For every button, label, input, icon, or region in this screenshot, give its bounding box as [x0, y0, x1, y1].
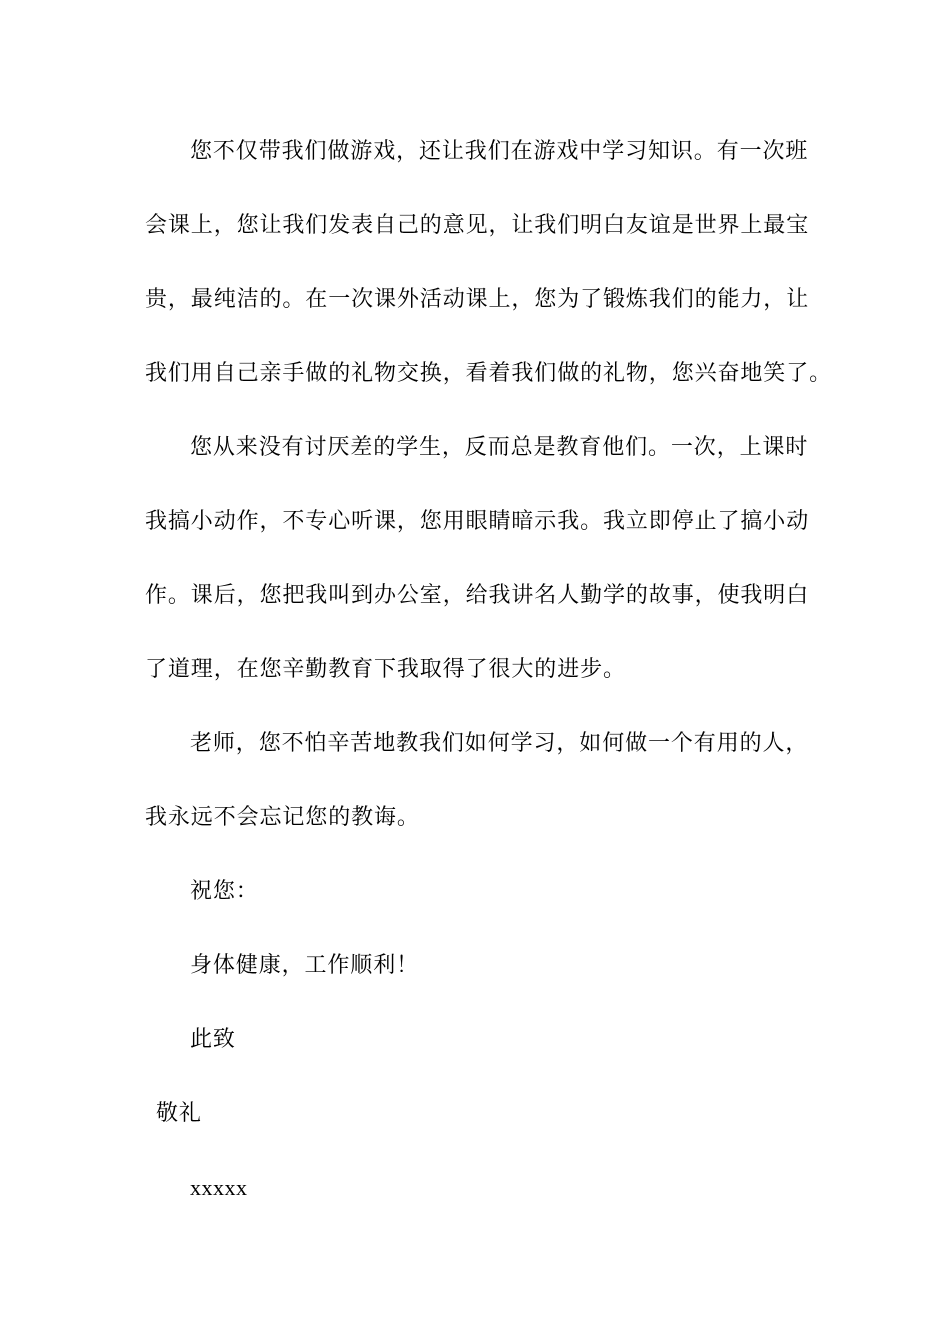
- salute-text: 敬礼: [156, 1101, 202, 1126]
- paragraph-3-line-1: 老师，您不怕辛苦地教我们如何学习，如何做一个有用的人，: [190, 731, 809, 756]
- paragraph-1-line-2: 会课上，您让我们发表自己的意见，让我们明白友谊是世界上最宝: [145, 213, 810, 238]
- wish-text: 身体健康，工作顺利！: [190, 953, 420, 978]
- paragraph-1-line-4: 我们用自己亲手做的礼物交换，看着我们做的礼物，您兴奋地笑了。: [145, 361, 833, 386]
- signature-text: xxxxx: [190, 1175, 248, 1200]
- paragraph-1-line-1: 您不仅带我们做游戏，还让我们在游戏中学习知识。有一次班: [190, 139, 809, 164]
- paragraph-2-line-4: 了道理，在您辛勤教育下我取得了很大的进步。: [145, 657, 626, 682]
- paragraph-2-line-2: 我搞小动作，不专心听课，您用眼睛暗示我。我立即停止了搞小动: [145, 509, 810, 534]
- paragraph-1-line-3: 贵，最纯洁的。在一次课外活动课上，您为了锻炼我们的能力，让: [145, 287, 810, 312]
- closing-text: 此致: [190, 1027, 236, 1052]
- paragraph-2-line-1: 您从来没有讨厌差的学生，反而总是教育他们。一次，上课时: [190, 435, 809, 460]
- wish-intro: 祝您：: [190, 879, 259, 904]
- paragraph-3-line-2: 我永远不会忘记您的教诲。: [145, 805, 420, 830]
- paragraph-2-line-3: 作。课后，您把我叫到办公室，给我讲名人勤学的故事，使我明白: [145, 583, 810, 608]
